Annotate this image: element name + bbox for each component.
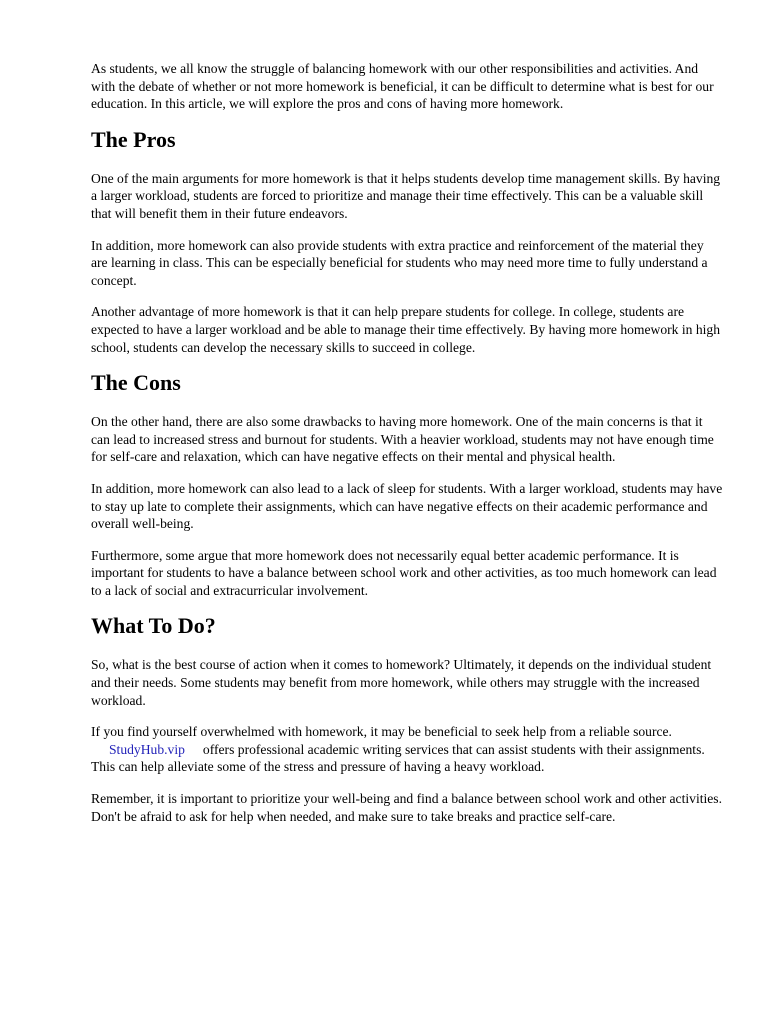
cons-paragraph-3: Furthermore, some argue that more homework does not necessarily equal better academic performance. It is important for students to have a balance between school work and other activities, as too much homework can lead to a lack of social and extracurricular involvement. [91,547,717,598]
closing-paragraph: Remember, it is important to prioritize your well-being and find a balance between school work and other activities. Don't be afraid to ask for help when needed, and make sure to take breaks and practice self-care. [91,791,722,824]
pros-paragraph-1: One of the main arguments for more homework is that it helps students develop time management skills. By having a larger workload, students are forced to prioritize and manage their time effectively. This can be a valuable skill that will benefit them in their future endeavors. [91,170,721,221]
cons-paragraph-1: On the other hand, there are also some drawbacks to having more homework. One of the main concerns is that it can lead to increased stress and burnout for students. With a heavier workload, students may not have enough time for self-care and relaxation, which can have negative effects on their mental and physical health. [91,414,714,465]
cons-paragraph-2: In addition, more homework can also lead to a lack of sleep for students. With a larger workload, students may have to stay up late to complete their assignments, which can have negative effects on their academic performance and overall well-being. [91,480,723,532]
what-to-do-paragraph-1: So, what is the best course of action when it comes to homework? Ultimately, it depends on the individual student and their needs. Some students may benefit from more homework, while others may struggle with the increased workload. [91,657,712,708]
help-paragraph [91,723,723,776]
help-text-before: If you find yourself overwhelmed with homework, it may be beneficial to seek help from a reliable source. [91,724,672,740]
pros-heading: The Pros [91,126,176,152]
pros-paragraph-2: In addition, more homework can also provide students with extra practice and reinforcement of the material they are learning in class. This can be especially beneficial for students who may need more time to fully understand a concept. [91,237,708,288]
cons-heading: The Cons [91,370,181,396]
intro-paragraph: As students, we all know the struggle of balancing homework with our other responsibilities and activities. And with the debate of whether or not more homework is beneficial, it can be difficult to determine what is best for our education. In this article, we will explore the pros and cons of having more homework. [91,61,714,112]
pros-paragraph-3: Another advantage of more homework is that it can help prepare students for college. In college, students are expected to have a larger workload and be able to manage their time effectively. By having more homework in high school, students can develop the necessary skills to succeed in college. [91,304,720,355]
help-text-after: offers professional academic writing services that can assist students with their assignments. This can help alleviate some of the stress and pressure of having a heavy workload. [91,741,705,775]
studyhub-link[interactable]: StudyHub.vip [109,741,185,757]
what-to-do-heading: What To Do? [91,613,216,639]
article [91,60,723,839]
